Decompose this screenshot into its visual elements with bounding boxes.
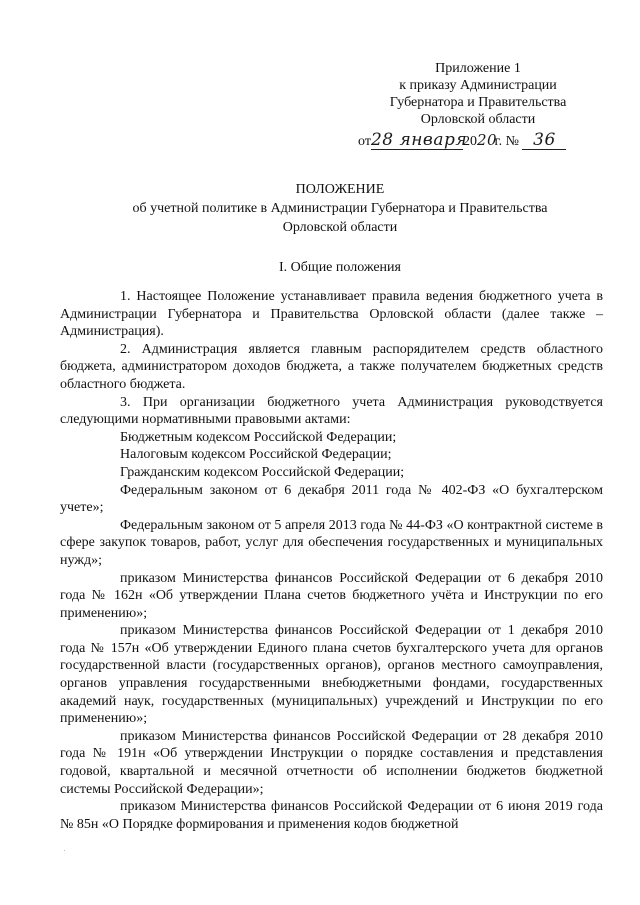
- title-main: ПОЛОЖЕНИЕ: [295, 182, 385, 197]
- title-line-2: об учетной политике в Администрации Губернатора и Правительства: [132, 201, 548, 216]
- title-line-3: Орловской области: [282, 220, 398, 235]
- list-item-law-44: Федеральным законом от 5 апреля 2013 года № 44-ФЗ «О контрактной системе в сфере закупок товаров, работ, услуг для обеспечения государственных и муниципальных нужд»;: [60, 517, 603, 568]
- appendix-line-1: Приложение 1: [435, 61, 521, 76]
- order-date-number-line: [358, 129, 598, 151]
- handwritten-date: 28 января: [370, 130, 468, 150]
- appendix-header: [368, 60, 588, 128]
- list-item-order-162n: приказом Министерства финансов Российской Федерации от 6 декабря 2010 года № 162н «Об утверждении Плана счетов бюджетного учёта и Инструкции по его применению»;: [60, 570, 603, 621]
- scan-artifact: [64, 850, 65, 851]
- section-heading: I. Общие положения: [279, 260, 401, 275]
- list-item-law-402: Федеральным законом от 6 декабря 2011 года № 402-ФЗ «О бухгалтерском учете»;: [60, 482, 603, 516]
- document-body: [60, 288, 603, 833]
- year-suffix: г. №: [494, 134, 519, 149]
- handwritten-year: 20: [476, 131, 498, 149]
- appendix-line-2: к приказу Администрации: [399, 78, 557, 93]
- paragraph-2: 2. Администрация является главным распорядителем средств областного бюджета, администратором доходов бюджета, а также получателем бюджетных средств областного бюджета.: [60, 341, 603, 392]
- list-item-order-157n: приказом Министерства финансов Российской Федерации от 1 декабря 2010 года № 157н «Об утверждении Единого плана счетов бухгалтерского учета для органов государственной власти (государственных органов), органов местного самоуправления, органов управления государственными внебюджетными фондами, государственных академий наук, государственных (муниципальных) учреждений и Инструкции по его применению»;: [60, 623, 603, 727]
- list-item-order-191n: приказом Министерства финансов Российской Федерации от 28 декабря 2010 года № 191н «Об утверждении Инструкции о порядке составления и представления годовой, квартальной и месячной отчетности об исполнении бюджетов бюджетной системы Российской Федерации»;: [60, 728, 603, 797]
- list-item-order-85n: приказом Министерства финансов Российской Федерации от 6 июня 2019 года № 85н «О Порядке формирования и применения кодов бюджетной: [60, 799, 603, 832]
- date-prefix: от: [358, 134, 371, 149]
- appendix-line-4: Орловской области: [420, 112, 536, 127]
- handwritten-order-number: 36: [522, 131, 566, 150]
- paragraph-3: 3. При организации бюджетного учета Администрация руководствуется следующими нормативными правовыми актами:: [60, 394, 603, 428]
- year-prefix: 20: [462, 134, 477, 149]
- appendix-line-3: Губернатора и Правительства: [389, 95, 567, 110]
- document-title: [60, 180, 620, 237]
- paragraph-1: 1. Настоящее Положение устанавливает правила ведения бюджетного учета в Администрации Губернатора и Правительства Орловской области (далее также – Администрация).: [60, 289, 603, 340]
- list-item-budget-code: Бюджетным кодексом Российской Федерации;: [120, 429, 397, 445]
- list-item-tax-code: Налоговым кодексом Российской Федерации;: [120, 447, 392, 463]
- list-item-civil-code: Гражданским кодексом Российской Федерации;: [120, 464, 405, 480]
